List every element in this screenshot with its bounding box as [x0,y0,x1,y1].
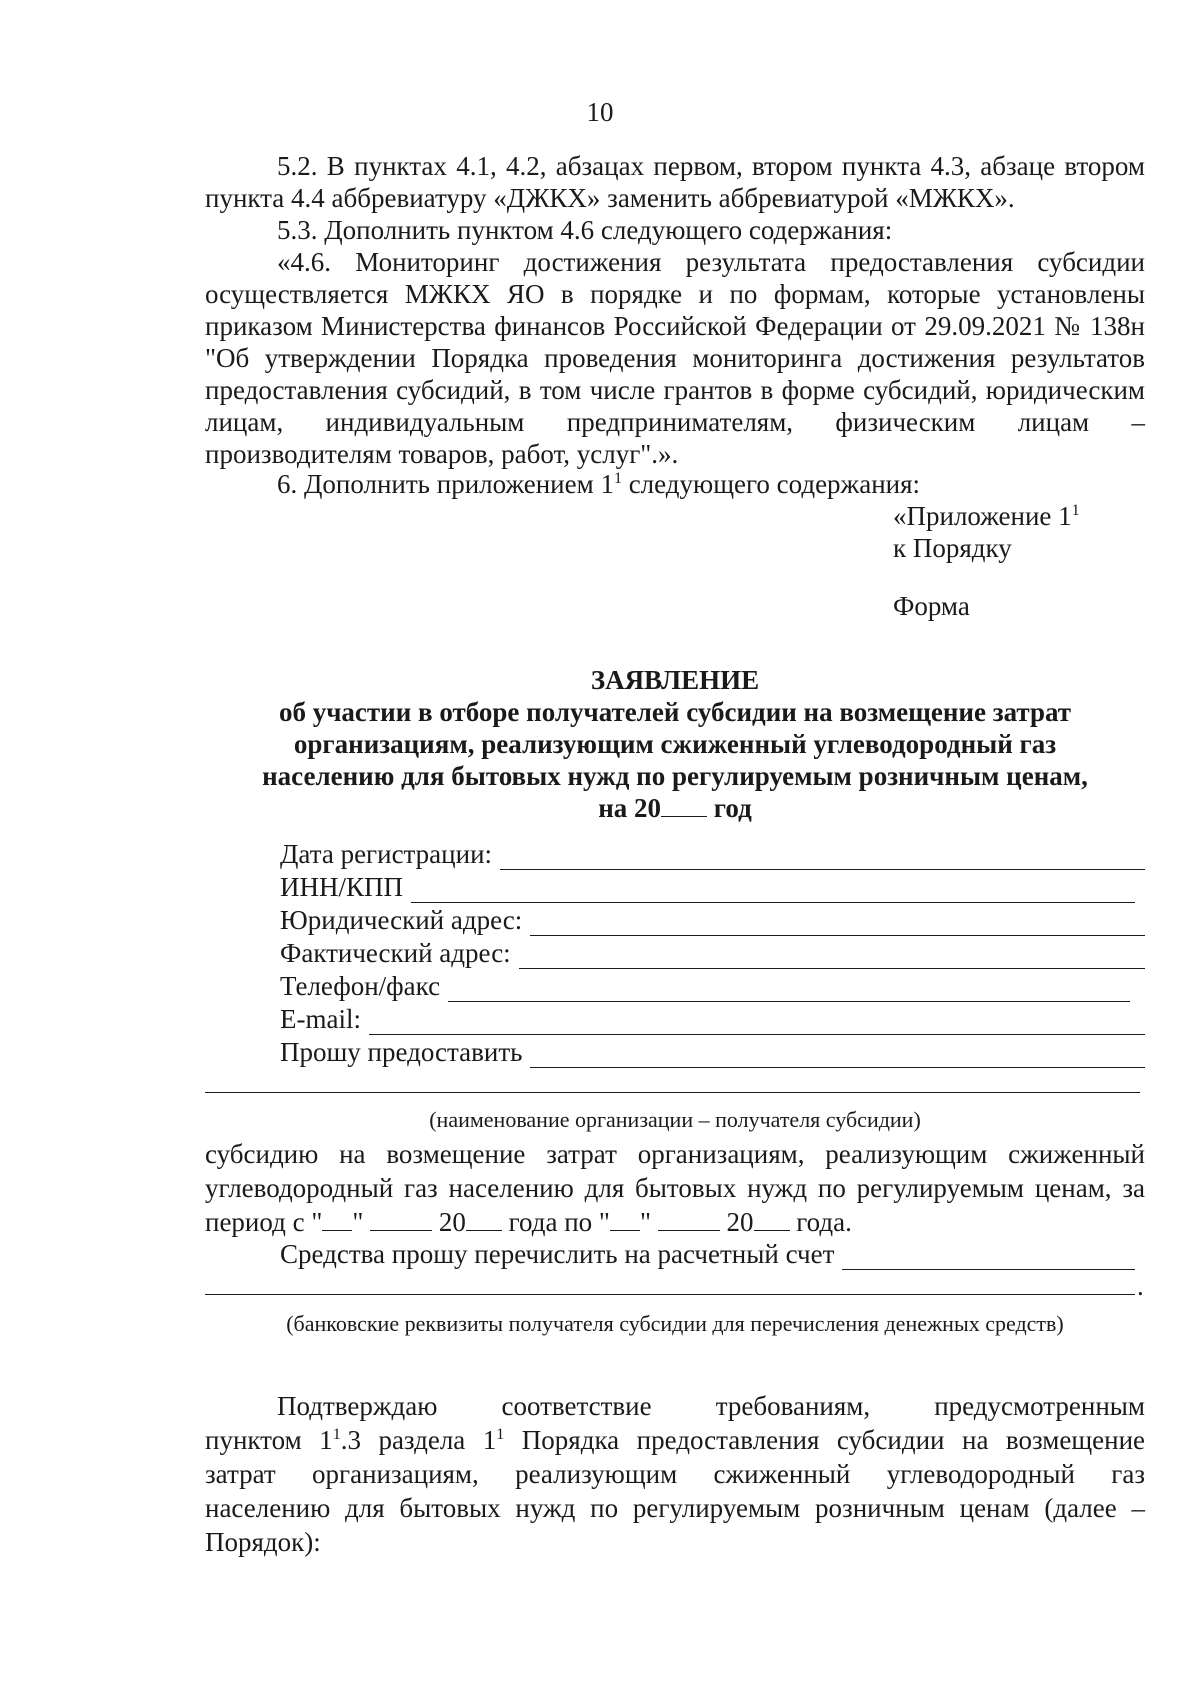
field-actual-address: Фактический адрес: [280,937,1145,969]
field-bank-account: Средства прошу перечислить на расчетный счет [280,1238,1135,1270]
paragraph-6: 6. Дополнить приложением $1^1$ следующего содержания: [277,469,921,499]
bank-caption: (банковские реквизиты получателя субсидии для перечисления денежных средств) [286,1311,1064,1336]
organization-caption: (наименование организации – получателя субсидии) [429,1107,921,1132]
subsidy-text-line2: углеводородный газ населению для бытовых нужд по регулируемым ценам, за [205,1173,1145,1203]
field-phone-fax: Телефон/факс [280,970,1130,1002]
paragraph-5-2: 5.2. В пунктах 4.1, 4.2, абзацах первом, втором пункта 4.3, абзаце втором пункта 4.4 аббревиатуру «ДЖКХ» заменить аббревиатурой «МЖКХ». [205,151,1145,213]
inn-kpp-input[interactable] [411,878,1135,903]
document-title-line1: об участии в отборе получателей субсидии на возмещение затрат [278,697,1072,727]
document-title-line4: на 20 год [598,793,752,823]
period-line: период с " " 20 года по " " 20 года. [205,1207,852,1237]
paragraph-5-3: 5.3. Дополнить пунктом 4.6 следующего содержания: [277,215,893,245]
confirm-line4: населению для бытовых нужд по регулируемым розничным ценам (далее – [205,1493,1145,1523]
confirm-line3: затрат организациям, реализующим сжиженный углеводородный газ [205,1459,1145,1489]
field-inn-kpp: ИНН/КПП [280,871,1135,903]
appendix-subtitle: к Порядку [893,533,1012,563]
appendix-header: «Приложение $1^1$ к Порядку [893,500,1153,564]
confirm-line1: Подтверждаю соответствие требованиям, предусмотренным [277,1391,1145,1421]
request-input[interactable] [530,1043,1145,1068]
bank-account-input[interactable] [842,1245,1135,1270]
subsidy-text-line1: субсидию на возмещение затрат организациям, реализующим сжиженный [205,1139,1145,1169]
form-label: Форма [893,591,970,621]
registration-date-input[interactable] [500,845,1145,870]
actual-address-input[interactable] [519,944,1145,969]
paragraph-4-6: «4.6. Мониторинг достижения результата предоставления субсидии осуществляется МЖКХ ЯО в порядке и по формам, которые установлены приказом Министерства финансов Российской Федерации от 29.09.2021 № 138н "Об утверждении Порядка проведения мониторинга достижения результатов предоставления субсидий, в том числе грантов в форме субсидий, юридическим лицам, индивидуальным предпринимателям, физическим лицам – производителям товаров, работ, услуг".». [205,247,1145,469]
bank-details-line[interactable] [205,1294,1135,1295]
field-request: Прошу предоставить [280,1036,1145,1068]
confirm-line5: Порядок): [205,1527,321,1557]
page-number: 10 [586,97,614,127]
phone-fax-input[interactable] [448,977,1130,1002]
field-registration-date: Дата регистрации: [280,838,1145,870]
legal-address-input[interactable] [530,911,1145,936]
field-legal-address: Юридический адрес: [280,904,1145,936]
appendix-title: «Приложение 1 [893,501,1072,531]
field-email: E-mail: [280,1003,1145,1035]
document-heading: ЗАЯВЛЕНИЕ [590,665,760,695]
confirm-line2: пунктом $1^1.3$ раздела $1^1$ Порядка предоставления субсидии на возмещение [205,1425,1145,1455]
document-title-line2: организациям, реализующим сжиженный углеводородный газ [293,729,1057,759]
email-input[interactable] [369,1010,1145,1035]
organization-name-line[interactable] [205,1092,1140,1093]
document-title-line3: населению для бытовых нужд по регулируемым розничным ценам, [262,761,1088,791]
